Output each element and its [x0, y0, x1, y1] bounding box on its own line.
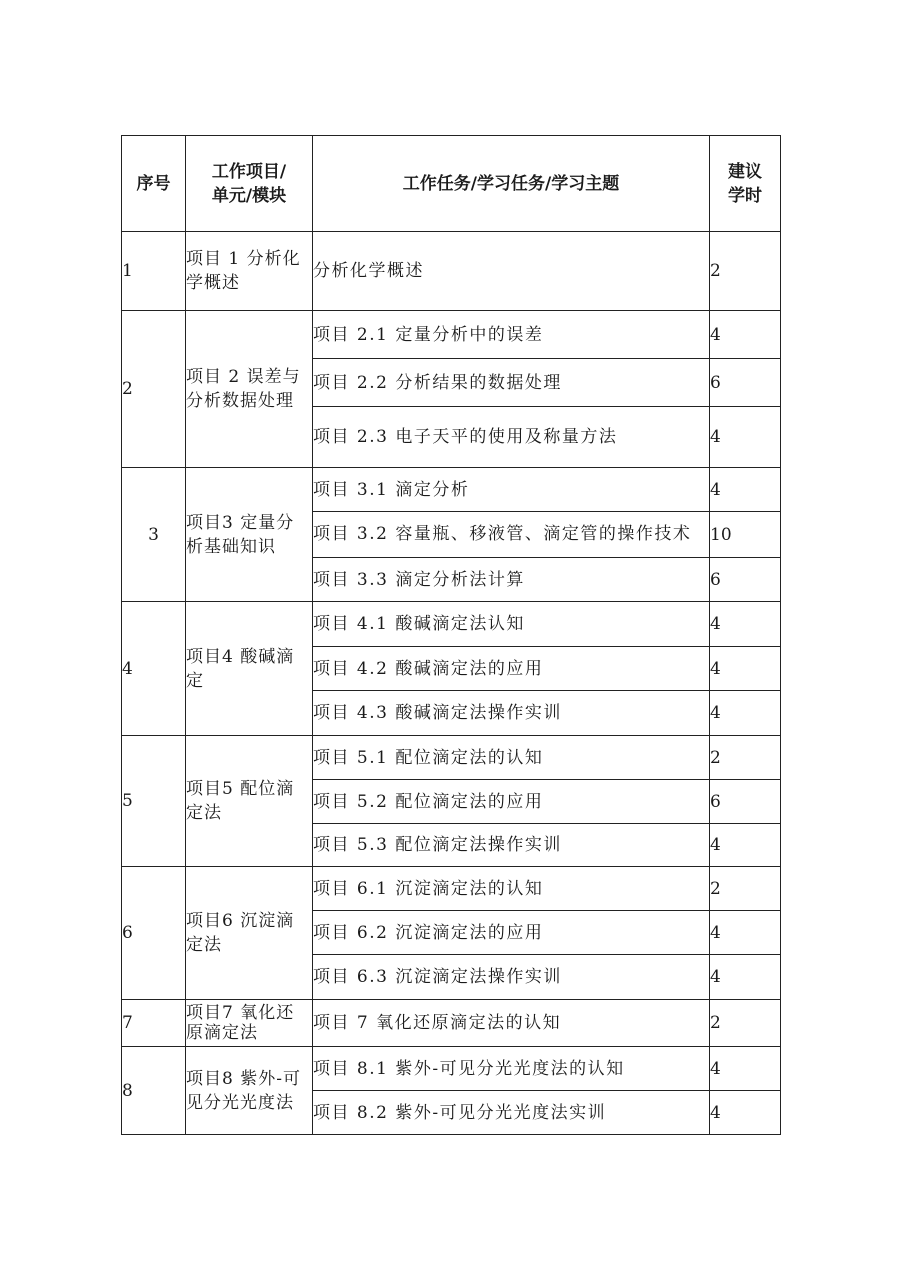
task-cell: 项目 4.3 酸碱滴定法操作实训 — [313, 691, 710, 736]
task-cell: 项目 5.3 配位滴定法操作实训 — [313, 824, 710, 867]
unit-cell: 项目7 氧化还原滴定法 — [186, 1000, 313, 1047]
table-row — [122, 602, 781, 647]
hours-cell: 4 — [710, 911, 781, 955]
task-cell: 项目 4.2 酸碱滴定法的应用 — [313, 647, 710, 691]
task-cell: 项目 5.2 配位滴定法的应用 — [313, 780, 710, 824]
unit-cell: 项目3 定量分析基础知识 — [186, 468, 313, 602]
header-unit-line2: 单元/模块 — [211, 185, 287, 206]
task-cell: 项目 6.3 沉淀滴定法操作实训 — [313, 955, 710, 1000]
table-row — [122, 468, 781, 512]
seq-cell: 8 — [122, 1047, 186, 1135]
header-unit — [186, 136, 313, 232]
header-hours-line1: 建议 — [728, 161, 762, 182]
hours-cell: 4 — [710, 311, 781, 359]
task-cell: 项目 6.2 沉淀滴定法的应用 — [313, 911, 710, 955]
hours-cell: 2 — [710, 232, 781, 311]
table-row — [122, 1047, 781, 1091]
header-hours-line2: 学时 — [728, 185, 762, 206]
header-seq: 序号 — [122, 136, 186, 232]
hours-cell: 4 — [710, 407, 781, 468]
unit-cell: 项目 2 误差与分析数据处理 — [186, 311, 313, 468]
seq-cell: 2 — [122, 311, 186, 468]
task-cell: 项目 6.1 沉淀滴定法的认知 — [313, 867, 710, 911]
seq-cell: 6 — [122, 867, 186, 1000]
unit-cell: 项目 1 分析化学概述 — [186, 232, 313, 311]
hours-cell: 6 — [710, 558, 781, 602]
hours-cell: 2 — [710, 1000, 781, 1047]
table-row — [122, 867, 781, 911]
seq-cell: 7 — [122, 1000, 186, 1047]
table-row — [122, 232, 781, 311]
hours-cell: 4 — [710, 602, 781, 647]
unit-cell: 项目4 酸碱滴定 — [186, 602, 313, 736]
task-cell: 项目 3.3 滴定分析法计算 — [313, 558, 710, 602]
task-cell: 项目 2.1 定量分析中的误差 — [313, 311, 710, 359]
seq-cell: 5 — [122, 736, 186, 867]
hours-cell: 4 — [710, 1047, 781, 1091]
hours-cell: 4 — [710, 955, 781, 1000]
hours-cell: 4 — [710, 647, 781, 691]
task-cell: 项目 8.2 紫外-可见分光光度法实训 — [313, 1091, 710, 1135]
header-hours — [710, 136, 781, 232]
task-cell: 项目 8.1 紫外-可见分光光度法的认知 — [313, 1047, 710, 1091]
seq-cell: 3 — [122, 468, 186, 602]
unit-cell: 项目5 配位滴定法 — [186, 736, 313, 867]
table-row — [122, 311, 781, 359]
task-cell: 项目 4.1 酸碱滴定法认知 — [313, 602, 710, 647]
hours-cell: 4 — [710, 1091, 781, 1135]
seq-cell: 1 — [122, 232, 186, 311]
hours-cell: 2 — [710, 867, 781, 911]
unit-cell: 项目8 紫外-可见分光光度法 — [186, 1047, 313, 1135]
hours-cell: 6 — [710, 780, 781, 824]
table-row — [122, 736, 781, 780]
task-cell: 项目 3.2 容量瓶、移液管、滴定管的操作技术 — [313, 512, 710, 558]
task-cell: 项目 2.3 电子天平的使用及称量方法 — [313, 407, 710, 468]
hours-cell: 4 — [710, 824, 781, 867]
task-cell: 分析化学概述 — [313, 232, 710, 311]
header-unit-line1: 工作项目/ — [211, 161, 287, 182]
hours-cell: 2 — [710, 736, 781, 780]
seq-cell: 4 — [122, 602, 186, 736]
unit-cell: 项目6 沉淀滴定法 — [186, 867, 313, 1000]
hours-cell: 4 — [710, 691, 781, 736]
task-cell: 项目 3.1 滴定分析 — [313, 468, 710, 512]
table-row — [122, 1000, 781, 1047]
header-row — [122, 136, 781, 232]
task-cell: 项目 5.1 配位滴定法的认知 — [313, 736, 710, 780]
task-cell: 项目 2.2 分析结果的数据处理 — [313, 359, 710, 407]
course-schedule-table — [121, 135, 781, 1135]
header-task: 工作任务/学习任务/学习主题 — [313, 136, 710, 232]
hours-cell: 6 — [710, 359, 781, 407]
task-cell: 项目 7 氧化还原滴定法的认知 — [313, 1000, 710, 1047]
hours-cell: 4 — [710, 468, 781, 512]
hours-cell: 10 — [710, 512, 781, 558]
